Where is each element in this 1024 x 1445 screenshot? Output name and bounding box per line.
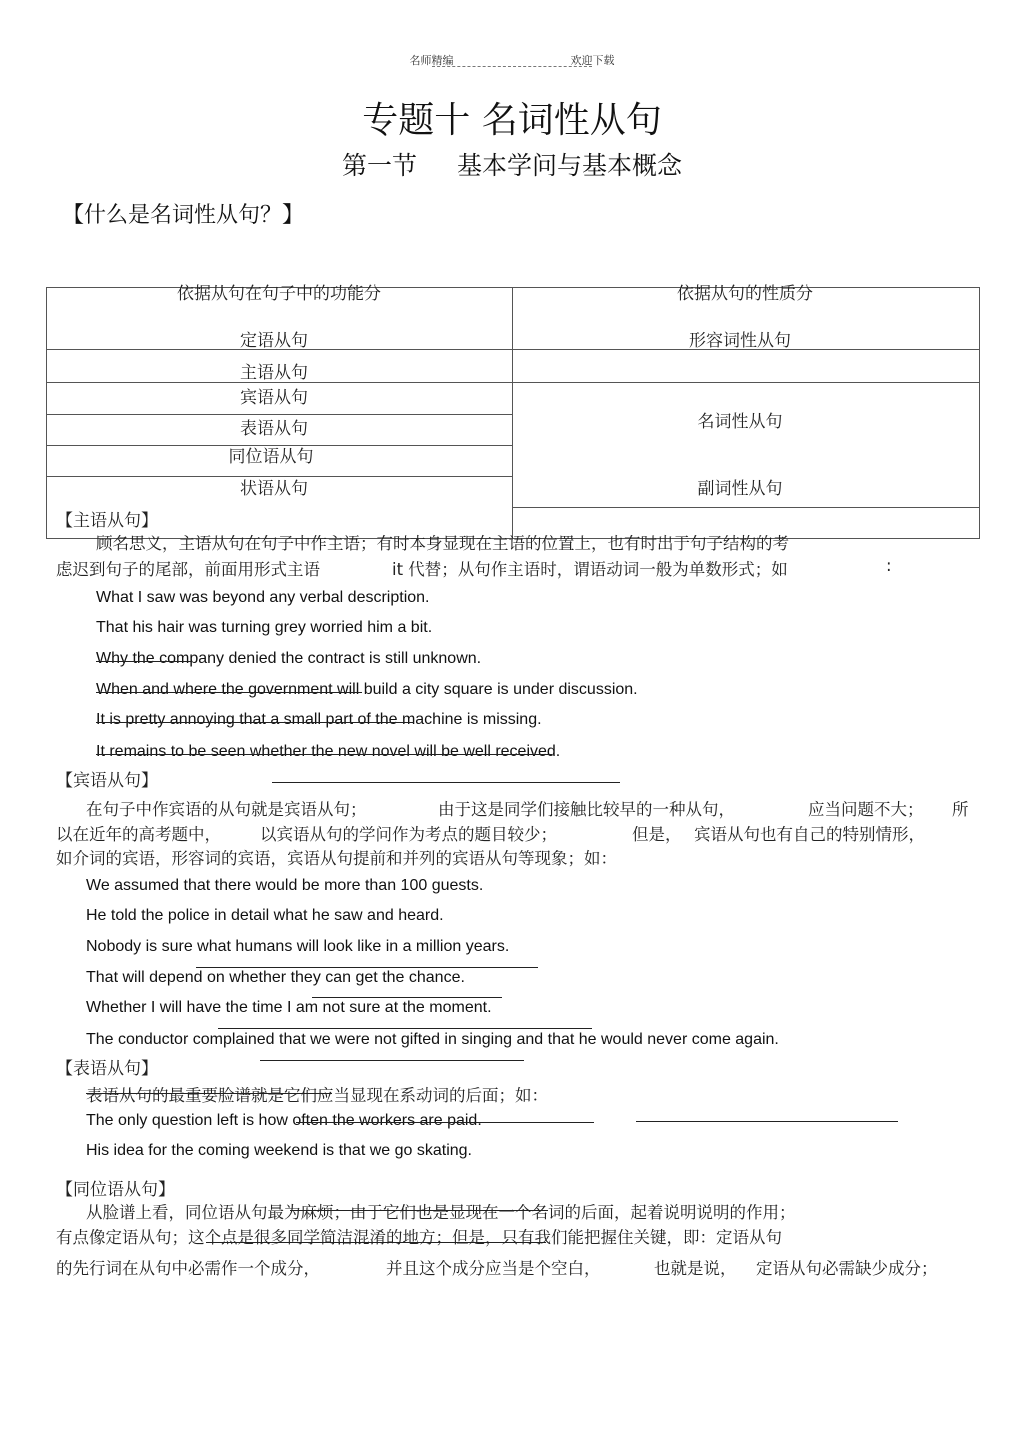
header-left: 名师精编 <box>409 54 454 67</box>
appositive-para-line: 有点像定语从句；这个点是很多同学简洁混淆的地方；但是，只有我们能把握住关键，即：定语从句 <box>56 1228 782 1247</box>
section-subtitle <box>0 146 1024 182</box>
object-clause-heading: 【宾语从句】 <box>56 771 158 791</box>
subject-example: That his hair was turning grey worried him a bit. <box>96 619 433 636</box>
strike-mark <box>96 722 414 723</box>
appositive-para-line: 定语从句必需缺少成分； <box>756 1259 938 1278</box>
appositive-para-line: 从脸谱上看，同位语从句最为麻烦；由于它们也是显现在一个名词的后面，起着说明说明的作用； <box>86 1203 796 1222</box>
strike-mark <box>86 1093 332 1094</box>
page-title: 专题十 名词性从句 <box>362 100 662 141</box>
table-right-cell: 形容词性从句 <box>689 331 791 351</box>
table-left-cell: 主语从句 <box>240 363 308 383</box>
predicative-example: The only question left is how often the workers are paid. <box>86 1112 482 1129</box>
object-para-line: 以在近年的高考题中， <box>56 825 221 844</box>
object-example: Nobody is sure what humans will look like in a million years. <box>86 938 510 955</box>
table-right-cell: 副词性从句 <box>697 479 783 499</box>
object-para-line: 由于这是同学们接触比较早的一种从句， <box>438 800 735 819</box>
object-para-line: 但是， <box>632 825 682 844</box>
object-para-line: 如介词的宾语，形容词的宾语，宾语从句提前和并列的宾语从句等现象；如： <box>56 849 617 868</box>
subject-example: It is pretty annoying that a small part of the machine is missing. <box>96 711 542 728</box>
object-example: He told the police in detail what he saw and heard. <box>86 907 444 924</box>
underline-mark <box>272 782 620 783</box>
underline-mark <box>260 1060 524 1061</box>
table-right-cell: 名词性从句 <box>697 412 783 432</box>
appositive-para-line: 并且这个成分应当是个空白， <box>386 1259 601 1278</box>
subject-para-line: : <box>886 556 892 575</box>
strike-mark <box>296 1122 594 1123</box>
header-right: 欢迎下载 <box>570 54 615 67</box>
object-example: The conductor complained that we were not gifted in singing and that he would never come again. <box>86 1031 779 1048</box>
table-left-cell: 表语从句 <box>240 419 308 439</box>
table-left-cell: 状语从句 <box>240 479 308 499</box>
object-example: We assumed that there would be more than 100 guests. <box>86 877 484 894</box>
strike-mark <box>96 692 362 693</box>
table-col1-header: 依据从句在句子中的功能分 <box>177 284 381 304</box>
object-para-line: 所 <box>952 800 969 819</box>
subject-example: What I saw was beyond any verbal description. <box>96 589 430 606</box>
subject-para-line: 顾名思义，主语从句在句子中作主语；有时本身显现在主语的位置上，也有时出于句子结构的考 <box>96 534 789 553</box>
subtitle-part1: 第一节 <box>341 151 417 180</box>
strike-mark <box>96 754 552 755</box>
strike-mark <box>290 1210 548 1211</box>
underline-mark <box>218 1028 592 1029</box>
subject-para-line: it 代替；从句作主语时，谓语动词一般为单数形式；如 <box>392 560 788 579</box>
subject-para-line: 虑迟到句子的尾部，前面用形式主语 <box>56 560 320 579</box>
object-para-line: 应当问题不大； <box>808 800 924 819</box>
predicative-example: His idea for the coming weekend is that we go skating. <box>86 1142 472 1159</box>
subject-example: When and where the government will build a city square is under discussion. <box>96 681 638 698</box>
strike-mark <box>96 661 192 662</box>
appositive-para-line: 的先行词在从句中必需作一个成分， <box>56 1259 320 1278</box>
underline-mark <box>196 967 538 968</box>
subtitle-part2: 基本学问与基本概念 <box>457 151 683 180</box>
object-example: That will depend on whether they can get the chance. <box>86 969 465 986</box>
predicative-para: 表语从句的最重要脸谱就是它们应当显现在系动词的后面；如： <box>86 1086 548 1105</box>
question-heading: 【什么是名词性从句？】 <box>62 203 305 228</box>
predicative-clause-heading: 【表语从句】 <box>56 1059 158 1079</box>
table-left-cell: 宾语从句 <box>240 388 308 408</box>
underline-mark <box>206 1242 546 1243</box>
object-para-line: 以宾语从句的学问作为考点的题目较少； <box>260 825 557 844</box>
header-divider <box>432 66 592 67</box>
appositive-clause-heading: 【同位语从句】 <box>56 1180 175 1200</box>
table-col2-header: 依据从句的性质分 <box>677 284 813 304</box>
table-left-cell: 定语从句 <box>240 331 308 351</box>
object-para-line: 宾语从句也有自己的特别情形， <box>694 825 925 844</box>
object-para-line: 在句子中作宾语的从句就是宾语从句； <box>86 800 367 819</box>
subject-example: It remains to be seen whether the new novel will be well received. <box>96 743 561 760</box>
object-example: Whether I will have the time I am not sure at the moment. <box>86 999 492 1016</box>
table-left-cell: 同位语从句 <box>228 447 314 467</box>
underline-mark <box>636 1121 898 1122</box>
underline-mark <box>312 997 502 998</box>
subject-example: Why the company denied the contract is still unknown. <box>96 650 482 667</box>
subject-clause-heading: 【主语从句】 <box>56 511 158 531</box>
appositive-para-line: 也就是说， <box>654 1259 737 1278</box>
